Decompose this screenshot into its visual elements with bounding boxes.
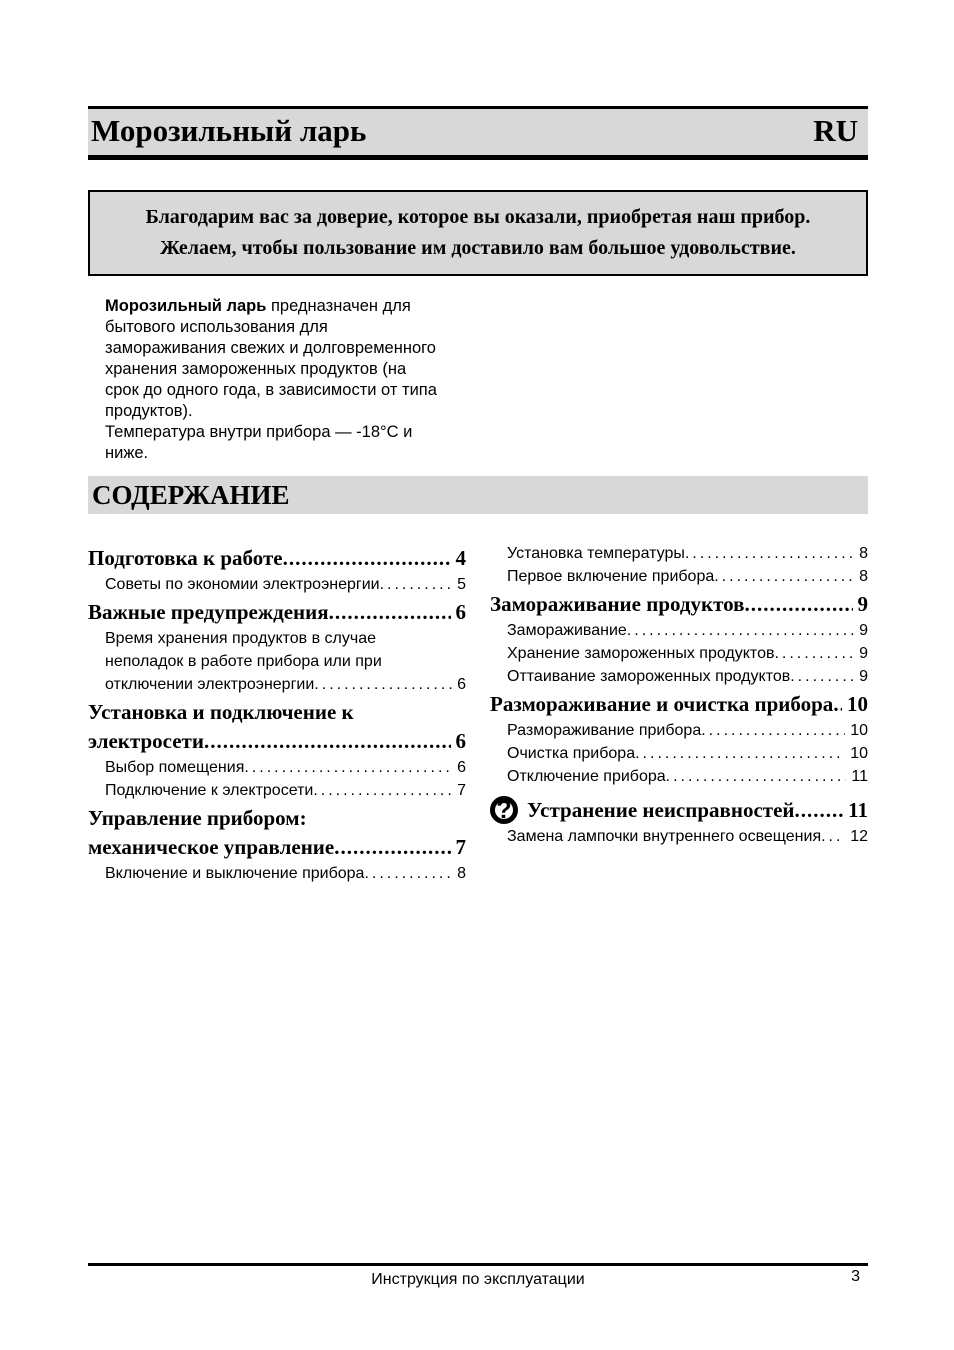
toc-page-number: 6: [455, 600, 466, 624]
toc-entry-label: Замена лампочки внутреннего освещения: [507, 828, 822, 845]
toc-entry-row: [507, 619, 868, 642]
toc-entry-row: [527, 796, 868, 825]
toc-entry-label: Подготовка к работе: [88, 546, 283, 570]
document-header-band: [88, 106, 868, 160]
toc-page-number: 7: [457, 782, 466, 799]
toc-entry-line: Управление прибором:: [88, 806, 307, 830]
page-number: 3: [851, 1268, 860, 1285]
intro-line: замораживания свежих и долговременного: [105, 339, 436, 357]
toc-dot-leader: [821, 825, 845, 848]
toc-dot-leader: [380, 573, 453, 596]
toc-entry: [507, 565, 868, 588]
toc-page-number: 9: [859, 668, 868, 685]
toc-entry-row: [507, 642, 868, 665]
toc-dot-leader: [364, 862, 452, 885]
toc-page-number: 11: [851, 768, 868, 785]
toc-entry-content: [507, 565, 868, 588]
toc-dot-leader: [714, 565, 854, 588]
toc-entry-row: [88, 833, 466, 862]
toc-entry-line: Время хранения продуктов в случае: [105, 630, 377, 647]
toc-entry-content: [88, 804, 466, 862]
toc-entry-content: [105, 573, 466, 596]
toc-entry: [105, 627, 466, 696]
language-code: RU: [813, 113, 858, 148]
toc-entry-row: [105, 673, 466, 696]
toc-entry-content: [88, 544, 466, 573]
toc-page-number: 9: [859, 622, 868, 639]
toc-dot-leader: [329, 598, 451, 627]
toc-entry-content: [527, 796, 868, 825]
toc-entry: [507, 665, 868, 688]
document-title: Морозильный ларь: [91, 113, 367, 148]
toc-dot-leader: [635, 742, 845, 765]
toc-entry-content: [507, 742, 868, 765]
toc-entry-label: Оттаивание замороженных продуктов: [507, 668, 791, 685]
toc-page-number: 9: [857, 592, 868, 616]
intro-line: хранения замороженных продуктов (на: [105, 360, 407, 378]
toc-page-number: 8: [457, 865, 466, 882]
toc-entry-content: [507, 765, 868, 788]
toc-dot-leader: [334, 833, 450, 862]
toc-entry-row: [105, 573, 466, 596]
footer-title: Инструкция по эксплуатации: [371, 1271, 585, 1288]
toc-page-number: 5: [457, 576, 466, 593]
toc-entry-row: [105, 862, 466, 885]
toc-entry: [507, 765, 868, 788]
toc-entry: [507, 542, 868, 565]
toc-entry-content: [105, 756, 466, 779]
intro-line: ниже.: [105, 444, 149, 462]
intro-line: бытового использования для: [105, 318, 328, 336]
toc-entry-row: [507, 665, 868, 688]
toc-dot-leader: [833, 690, 842, 719]
toc-entry-row: [507, 742, 868, 765]
toc-heading: [490, 690, 868, 719]
toc-entry-content: [507, 542, 868, 565]
toc-entry-content: [507, 642, 868, 665]
toc-dot-leader: [204, 727, 451, 756]
table-of-contents: [88, 542, 868, 885]
intro-paragraph: [105, 296, 490, 464]
toc-entry-content: [105, 779, 466, 802]
toc-entry-row: [490, 590, 868, 619]
question-mark-icon: ?: [490, 796, 518, 824]
toc-heading: [490, 590, 868, 619]
toc-entry-label: Очистка прибора: [507, 745, 636, 762]
toc-entry-content: [490, 690, 868, 719]
toc-dot-leader: [790, 665, 854, 688]
toc-dot-leader: [744, 590, 852, 619]
toc-entry: [507, 742, 868, 765]
toc-dot-leader: [283, 544, 451, 573]
page-content: [88, 0, 868, 885]
toc-entry-label: Выбор помещения: [105, 759, 245, 776]
toc-dot-leader: [701, 719, 845, 742]
toc-entry-content: [88, 698, 466, 756]
toc-entry-content: [105, 627, 466, 696]
toc-entry-row: [507, 765, 868, 788]
toc-heading: [88, 598, 466, 627]
toc-page-number: 6: [457, 676, 466, 693]
toc-entry: [105, 756, 466, 779]
toc-entry-line: Установка и подключение к: [88, 700, 354, 724]
toc-entry: [507, 719, 868, 742]
intro-line: срок до одного года, в зависимости от типа: [105, 381, 437, 399]
toc-entry: [507, 642, 868, 665]
intro-lead-bold: Морозильный ларь: [105, 297, 267, 315]
toc-page-number: 12: [850, 828, 868, 845]
page-footer: [88, 1263, 868, 1289]
toc-page-number: 11: [848, 798, 868, 822]
toc-entry-label: Размораживание прибора: [507, 722, 702, 739]
toc-entry-label: Первое включение прибора: [507, 568, 715, 585]
toc-entry-label: Устранение неисправностей: [527, 798, 795, 822]
toc-page-number: 6: [455, 729, 466, 753]
toc-page-number: 10: [847, 692, 868, 716]
toc-entry-content: [507, 825, 868, 848]
toc-entry: [507, 619, 868, 642]
toc-entry-label: электросети: [88, 729, 204, 753]
toc-entry-content: [507, 619, 868, 642]
toc-entry-content: [507, 665, 868, 688]
toc-dot-leader: [314, 673, 452, 696]
toc-entry: [105, 573, 466, 596]
toc-dot-leader: [774, 642, 854, 665]
toc-page-number: 10: [850, 722, 868, 739]
toc-dot-leader: [685, 542, 854, 565]
toc-page-number: 6: [457, 759, 466, 776]
toc-entry-label: Советы по экономии электроэнергии: [105, 576, 380, 593]
toc-page-number: 9: [859, 645, 868, 662]
toc-entry-row: [507, 825, 868, 848]
toc-entry-row: [88, 598, 466, 627]
toc-page-number: 10: [850, 745, 868, 762]
toc-entry-row: [490, 690, 868, 719]
toc-entry-label: Подключение к электросети: [105, 782, 314, 799]
toc-dot-leader: [244, 756, 452, 779]
thanks-note-line1: Благодарим вас за доверие, которое вы оказали, приобретая наш прибор.: [145, 206, 811, 228]
toc-entry-row: [88, 727, 466, 756]
toc-entry-row: [507, 565, 868, 588]
toc-page-number: 8: [859, 568, 868, 585]
toc-entry-label: Важные предупреждения: [88, 600, 329, 624]
toc-entry-label: Хранение замороженных продуктов: [507, 645, 775, 662]
toc-page-number: 7: [455, 835, 466, 859]
toc-entry: [507, 825, 868, 848]
toc-entry-row: [105, 756, 466, 779]
toc-page-number: 4: [455, 546, 466, 570]
toc-entry-label: Установка температуры: [507, 545, 685, 562]
toc-entry-label: механическое управление: [88, 835, 335, 859]
toc-page-number: 8: [859, 545, 868, 562]
toc-right-column: [490, 542, 868, 885]
thanks-note-box: [88, 190, 868, 276]
toc-dot-leader: [313, 779, 452, 802]
toc-entry-row: [105, 779, 466, 802]
toc-entry-row: [88, 544, 466, 573]
toc-dot-leader: [795, 796, 844, 825]
toc-entry-content: [490, 590, 868, 619]
toc-entry-label: Замораживание: [507, 622, 627, 639]
toc-heading: [490, 796, 868, 825]
toc-entry-label: Отключение прибора: [507, 768, 666, 785]
toc-entry-row: [507, 542, 868, 565]
intro-line: Температура внутри прибора — -18°C и: [105, 423, 413, 441]
toc-entry: [105, 779, 466, 802]
intro-line: продуктов).: [105, 402, 193, 420]
toc-entry-label: Замораживание продуктов: [490, 592, 745, 616]
toc-heading: [88, 804, 466, 862]
toc-entry-label: Включение и выключение прибора: [105, 865, 365, 882]
toc-heading: [88, 544, 466, 573]
toc-entry-content: [507, 719, 868, 742]
intro-line: Морозильный ларь предназначен для: [105, 297, 411, 315]
toc-entry-row: [507, 719, 868, 742]
toc-entry-label: отключении электроэнергии: [105, 676, 315, 693]
toc-entry-content: [88, 598, 466, 627]
thanks-note-line2: Желаем, чтобы пользование им доставило вам большое удовольствие.: [160, 237, 796, 259]
toc-dot-leader: [627, 619, 854, 642]
toc-entry: [105, 862, 466, 885]
toc-entry-content: [105, 862, 466, 885]
toc-entry-line: неполадок в работе прибора или при: [105, 653, 382, 670]
contents-heading: СОДЕРЖАНИЕ: [88, 476, 868, 514]
toc-left-column: [88, 542, 466, 885]
toc-dot-leader: [666, 765, 847, 788]
toc-heading: [88, 698, 466, 756]
toc-entry-label: Размораживание и очистка прибора: [490, 692, 834, 716]
